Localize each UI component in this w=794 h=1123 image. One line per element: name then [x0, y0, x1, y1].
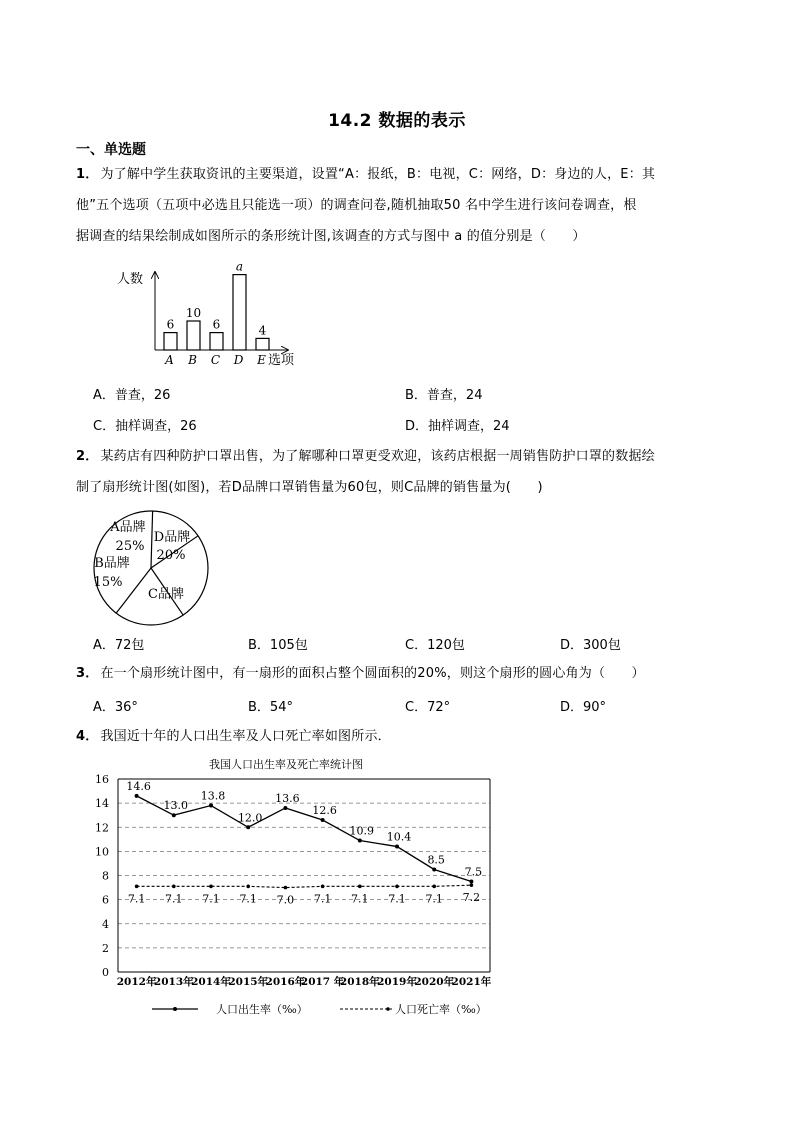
bar-data-label: 4 — [258, 323, 267, 338]
question-text-line: 据调查的结果绘制成如图所示的条形统计图,该调查的方式与图中 a 的值分别是（ ） — [76, 229, 586, 244]
death-rate-data-label: 7.1 — [165, 892, 183, 906]
death-rate-data-label: 7.2 — [462, 891, 481, 905]
y-tick-label: 14 — [95, 797, 109, 811]
birth-rate-data-label: 8.5 — [427, 853, 445, 867]
option-b[interactable]: B．普查，24 — [405, 388, 483, 403]
birth-rate-data-label: 10.4 — [386, 830, 412, 844]
section-heading: 一、单选题 — [76, 142, 146, 158]
bar — [256, 338, 269, 350]
y-axis-label: 人数 — [117, 272, 144, 287]
death-rate-data-label: 7.0 — [276, 893, 295, 907]
birth-rate-point — [209, 804, 213, 808]
pie-slice-label: C品牌 — [148, 587, 184, 602]
birth-rate-point — [395, 845, 399, 849]
question-4 — [76, 721, 726, 752]
death-rate-point — [209, 885, 213, 889]
page-title: 14.2 数据的表示 — [328, 111, 466, 131]
y-tick-label: 16 — [95, 773, 109, 786]
death-rate-data-label: 7.1 — [202, 892, 220, 906]
option-d[interactable]: D．抽样调查，24 — [405, 419, 510, 434]
option-c[interactable]: C．72° — [405, 700, 451, 715]
x-tick-label: 2012年 — [116, 976, 157, 988]
birth-rate-point — [135, 794, 139, 798]
question-number: 3． — [76, 666, 99, 681]
pie-slice-percent: 20% — [156, 548, 186, 563]
x-tick-label: 2019年 — [377, 976, 417, 988]
birth-rate-data-label: 7.5 — [464, 865, 483, 879]
question-1 — [76, 159, 726, 252]
question-3 — [76, 658, 726, 689]
line-chart — [86, 752, 526, 1022]
birth-rate-point — [358, 839, 362, 843]
birth-rate-data-label: 14.6 — [126, 779, 151, 793]
question-number: 4． — [76, 729, 99, 744]
pie-slice-percent: 25% — [115, 539, 145, 554]
bar-chart — [110, 255, 310, 370]
death-rate-point — [246, 885, 250, 889]
death-rate-data-label: 7.1 — [127, 892, 146, 906]
death-rate-point — [470, 883, 474, 887]
death-rate-point — [395, 885, 399, 889]
question-text-line: 我国近十年的人口出生率及人口死亡率如图所示． — [100, 729, 391, 744]
question-text-line: 制了扇形统计图(如图)，若D品牌口罩销售量为60包，则C品牌的销售量为( ) — [76, 480, 543, 495]
question-number: 1． — [76, 167, 99, 182]
x-tick-label: A — [165, 353, 174, 367]
bar — [164, 333, 177, 350]
death-rate-data-label: 7.1 — [388, 892, 406, 906]
x-tick-label: D — [233, 353, 244, 367]
legend-label: 人口死亡率（‰） — [395, 1003, 487, 1016]
x-tick-label: 2021年 — [451, 976, 492, 988]
x-tick-label: 2018年 — [339, 976, 380, 988]
question-number: 2． — [76, 449, 99, 464]
question-2 — [76, 441, 726, 503]
y-tick-label: 4 — [102, 917, 109, 931]
death-rate-point — [284, 886, 288, 890]
bar-data-label: a — [235, 259, 244, 274]
y-tick-label: 8 — [102, 869, 109, 883]
birth-rate-point — [246, 825, 250, 829]
bar — [210, 333, 223, 350]
x-tick-label: 2020年 — [414, 976, 455, 988]
death-rate-point — [172, 885, 176, 889]
bar — [233, 275, 246, 350]
x-tick-label: 2013年 — [153, 976, 194, 988]
bar-data-label: 6 — [166, 317, 175, 332]
pie-slice-label: D品牌 — [153, 530, 191, 545]
pie-slice-label: B品牌 — [94, 556, 130, 571]
death-rate-point — [358, 885, 362, 889]
y-tick-label: 12 — [95, 821, 109, 835]
bar — [187, 321, 200, 350]
x-tick-label: 2016年 — [265, 976, 306, 988]
question-text-line: 他”五个选项（五项中必选且只能选一项）的调查问卷,随机抽取50 名中学生进行该问卷调查，根 — [76, 198, 637, 213]
pie-chart — [90, 508, 215, 630]
death-rate-data-label: 7.1 — [351, 892, 369, 906]
death-rate-data-label: 7.1 — [239, 892, 257, 906]
death-rate-point — [432, 885, 436, 889]
bar-data-label: 10 — [185, 306, 202, 320]
birth-rate-data-label: 13.6 — [275, 791, 300, 805]
birth-rate-point — [321, 818, 325, 822]
birth-rate-point — [469, 880, 473, 884]
death-rate-point — [135, 885, 139, 889]
birth-rate-data-label: 13.8 — [200, 789, 226, 803]
bar-data-label: 6 — [212, 317, 221, 332]
option-c[interactable]: C．抽样调查，26 — [93, 419, 197, 434]
legend-label: 人口出生率（‰） — [216, 1003, 308, 1016]
option-b[interactable]: B．105包 — [248, 638, 308, 653]
option-b[interactable]: B．54° — [248, 700, 293, 715]
birth-rate-data-label: 12.0 — [237, 811, 263, 825]
x-tick-label: B — [188, 353, 197, 367]
x-tick-label: 2015年 — [228, 976, 269, 988]
option-c[interactable]: C．120包 — [405, 638, 465, 653]
legend-marker — [386, 1007, 390, 1011]
legend-marker — [173, 1007, 177, 1011]
x-axis-label: 选项 — [268, 353, 295, 368]
option-a[interactable]: A．普查，26 — [93, 388, 171, 403]
option-d[interactable]: D．90° — [560, 700, 607, 715]
y-tick-label: 2 — [102, 941, 109, 955]
birth-rate-point — [172, 813, 176, 817]
pie-slice-label: A品牌 — [110, 520, 146, 535]
pie-slice-percent: 15% — [93, 575, 123, 590]
chart-title: 我国人口出生率及死亡率统计图 — [209, 758, 363, 771]
question-text-line: 某药店有四种防护口罩出售，为了解哪种口罩更受欢迎，该药店根据一周销售防护口罩的数据绘 — [100, 449, 655, 464]
birth-rate-point — [432, 867, 436, 871]
question-text-line: 在一个扇形统计图中，有一扇形的面积占整个圆面积的20%，则这个扇形的圆心角为（ ） — [100, 666, 645, 681]
birth-rate-point — [283, 806, 287, 810]
death-rate-data-label: 7.1 — [425, 892, 443, 906]
y-tick-label: 10 — [95, 845, 109, 859]
birth-rate-data-label: 12.6 — [312, 804, 337, 818]
death-rate-line — [137, 885, 472, 887]
option-a[interactable]: A．72包 — [93, 638, 145, 653]
x-tick-label: C — [210, 353, 221, 367]
x-tick-label: 2017 年 — [300, 976, 345, 988]
option-a[interactable]: A．36° — [93, 700, 138, 715]
y-tick-label: 6 — [102, 893, 109, 907]
x-tick-label: 2014年 — [191, 976, 231, 988]
y-tick-label: 0 — [102, 966, 109, 979]
birth-rate-data-label: 10.9 — [349, 824, 375, 838]
death-rate-data-label: 7.1 — [313, 892, 332, 906]
question-text-line: 为了解中学生获取资讯的主要渠道，设置“A：报纸，B：电视，C：网络，D：身边的人，E：其 — [100, 167, 656, 182]
death-rate-point — [321, 885, 325, 889]
birth-rate-data-label: 13.0 — [163, 799, 189, 813]
x-tick-label: E — [257, 353, 266, 367]
option-d[interactable]: D．300包 — [560, 638, 621, 653]
